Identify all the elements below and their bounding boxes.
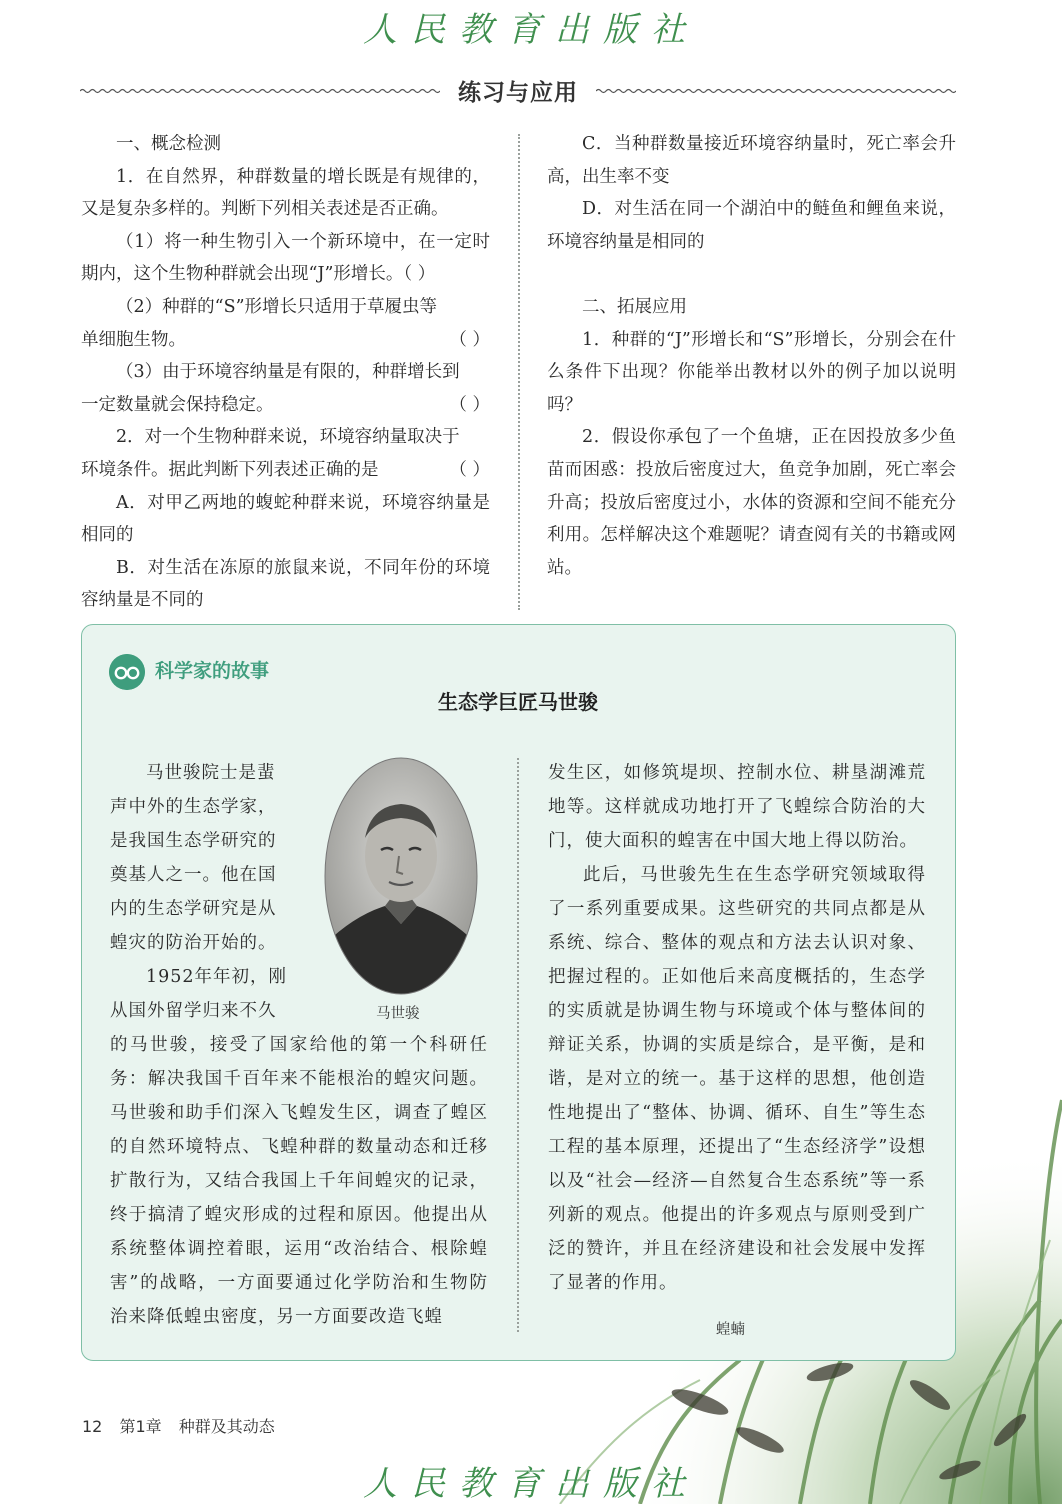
heading-concept-check: 一、概念检测 [116,134,221,154]
section-header [0,72,1062,108]
wrap-line: 蝗灾的防治开始的。 [110,933,277,953]
exercise-left-column [81,128,490,617]
option-d: D．对生活在同一个湖泊中的鲢鱼和鲤鱼来说，环境容纳量是相同的 [547,199,956,252]
question-1-item-3: （3）由于环境容纳量是有限的，种群增长到 [116,362,460,383]
question-1-item-2-text: 单细胞生物。 [81,329,186,350]
question-2: 2．对一个生物种群来说，环境容纳量取决于 [116,427,460,448]
wrap-line: 从国外留学归来不久 [110,1001,277,1021]
chapter-number: 第1章 [119,1417,162,1436]
question-1-item-2: （2）种群的“S”形增长只适用于草履虫等 [116,296,438,317]
exercise-right-column [547,128,956,584]
option-a: A．对甲乙两地的蝮蛇种群来说，环境容纳量是相同的 [81,492,490,546]
glasses-icon [109,654,145,690]
wrap-line: 是我国生态学研究的 [110,831,277,851]
answer-blank: （ ） [449,329,490,350]
story-column-divider [517,758,519,1332]
heading-extension: 二、拓展应用 [582,296,687,317]
publisher-logo-top: 人民教育出版社 [363,10,699,50]
column-divider [518,134,520,610]
option-b: B．对生活在冻原的旅鼠来说，不同年份的环境容纳量是不同的 [81,557,490,611]
story-left-body [110,1028,488,1334]
portrait-caption: 马世骏 [376,1006,420,1022]
locust-caption: 蝗蝻 [716,1322,745,1338]
extension-question-2: 2．假设你承包了一个鱼塘，正在因投放多少鱼苗而困惑：投放后密度过大，鱼竞争加剧，死亡率会升高；投放后密度过小，水体的资源和空间不能充分利用。怎样解决这个难题呢？请查阅有关的书籍或网站。 [547,427,956,578]
story-title: 生态学巨匠马世骏 [438,690,598,714]
story-paragraph: 发生区，如修筑堤坝、控制水位、耕垦湖滩荒地等。这样就成功地打开了飞蝗综合防治的大门，使大面积的蝗害在中国大地上得以防治。 [548,763,926,851]
portrait-photo [323,756,479,996]
answer-blank: （ ） [449,394,490,415]
question-1-item-3-text: 一定数量就会保持稳定。 [81,394,274,415]
question-1: 1．在自然界，种群数量的增长既是有规律的，又是复杂多样的。判断下列相关表述是否正确。 [81,166,490,220]
spacer [547,258,956,291]
wavy-rule-right [596,88,956,94]
question-1-item-2-end [81,324,490,357]
extension-question-1: 1．种群的“J”形增长和“S”形增长，分别会在什么条件下出现？你能举出教材以外的例子加以说明吗？ [547,329,956,415]
question-1-item-3-end [81,389,490,422]
wrap-line: 奠基人之一。他在国 [110,865,277,885]
question-2-text: 环境条件。据此判断下列表述正确的是 [81,459,379,480]
wavy-rule-left [80,88,440,94]
answer-blank: （ ） [449,459,490,480]
publisher-logo-bottom: 人民教育出版社 [363,1464,699,1504]
page-footer [82,1414,287,1437]
story-paragraph: 此后，马世骏先生在生态学研究领域取得了一系列重要成果。这些研究的共同点都是从系统、综合、整体的观点和方法去认识对象、把握过程的。正如他后来高度概括的，生态学的实质就是协调生物与环境或个体与整体间的辩证关系，协调的实质是综合，是平衡，是和谐，是对立的统一。基于这样的思想，他创造性地提出了“整体、协调、循环、自生”等生态工程的基本原理，还提出了“生态经济学”设想以及“社会—经济—自然复合生态系统”等一系列新的观点。他提出的许多观点与原则受到广泛的赞许，并且在经济建设和社会发展中发挥了显著的作用。 [548,865,926,1293]
story-right-column [548,756,926,1300]
wrap-line: 声中外的生态学家， [110,797,277,817]
story-wrap-text [110,756,306,1028]
question-1-item-1: （1）将一种生物引入一个新环境中，在一定时期内，这个生物种群就会出现“J”形增长。（ ） [81,231,490,285]
story-paragraph: 的马世骏，接受了国家给他的第一个科研任务：解决我国千百年来不能根治的蝗灾问题。马世骏和助手们深入飞蝗发生区，调查了蝗区的自然环境特点、飞蝗种群的数量动态和迁移扩散行为，又结合我国上千年间蝗灾的记录，终于搞清了蝗灾形成的过程和原因。他提出从系统整体调控着眼，运用“改治结合、根除蝗害”的战略，一方面要通过化学防治和生物防治来降低蝗虫密度，另一方面要改造飞蝗 [110,1035,488,1327]
story-badge-label: 科学家的故事 [155,660,270,682]
option-c: C．当种群数量接近环境容纳量时，死亡率会升高，出生率不变 [547,134,956,187]
section-title: 练习与应用 [458,80,578,106]
question-2-end [81,454,490,487]
wrap-line: 马世骏院士是蜚 [146,763,276,783]
chapter-title: 种群及其动态 [178,1417,275,1436]
page-number: 12 [82,1417,103,1436]
wrap-line: 内的生态学研究是从 [110,899,277,919]
wrap-line: 1952年年初，刚 [146,967,288,987]
